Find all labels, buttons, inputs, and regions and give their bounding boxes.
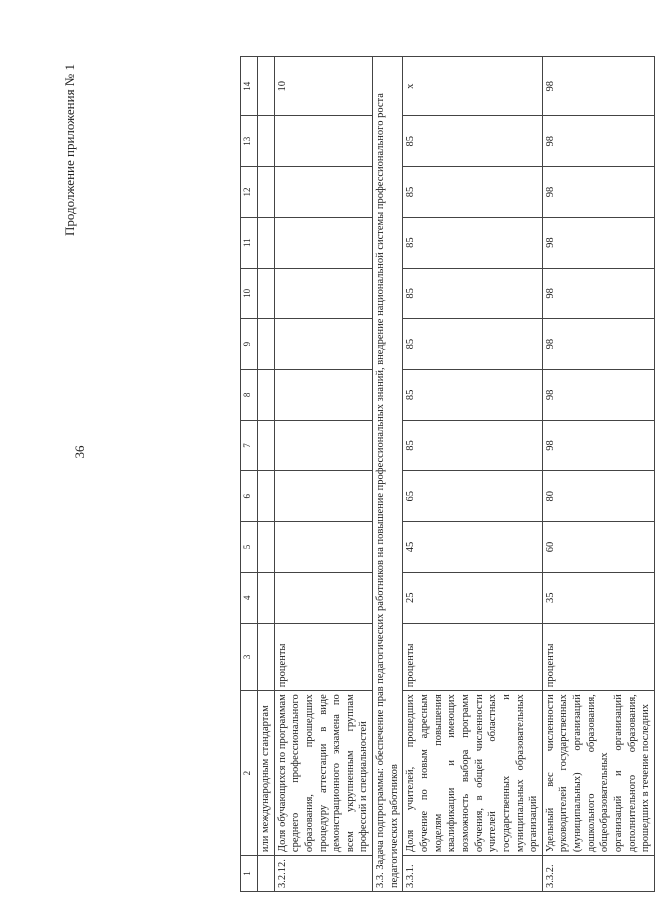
value-cell: х	[403, 57, 542, 116]
value-cell: 98	[542, 167, 654, 218]
value-cell	[258, 369, 275, 420]
value-cell	[258, 268, 275, 319]
indicators-table	[240, 56, 655, 892]
value-cell: 85	[403, 420, 542, 471]
column-number-cell: 3	[241, 623, 258, 691]
column-number-cell: 2	[241, 691, 258, 856]
indicator-description-cell: Удельный вес численности руководителей государственных (муниципальных) организаций дошкольного образования, общеобразовательных организаций и организаций дополнительного образования, прошедших в течение последних	[542, 691, 654, 856]
column-number-cell: 12	[241, 167, 258, 218]
column-number-cell: 5	[241, 522, 258, 573]
value-cell: 98	[542, 268, 654, 319]
column-number-cell: 1	[241, 856, 258, 892]
value-cell: 80	[542, 471, 654, 522]
value-cell	[258, 522, 275, 573]
unit-cell: проценты	[403, 623, 542, 691]
value-cell	[274, 522, 372, 573]
indicator-description-cell: Доля обучающихся по программам среднего профессионального образования, прошедших процедуру аттестации в виде демонстрационного экзамена по всем укрупненным группам профессий и специальностей	[274, 691, 372, 856]
value-cell	[274, 167, 372, 218]
value-cell: 45	[403, 522, 542, 573]
value-cell	[258, 420, 275, 471]
table-row	[403, 57, 542, 892]
value-cell	[274, 116, 372, 167]
value-cell	[274, 369, 372, 420]
unit-cell	[258, 623, 275, 691]
value-cell: 98	[542, 57, 654, 116]
value-cell	[258, 319, 275, 370]
table-row	[274, 57, 372, 892]
value-cell: 98	[542, 420, 654, 471]
value-cell	[274, 420, 372, 471]
header-row	[241, 57, 258, 892]
value-cell	[258, 471, 275, 522]
value-cell: 85	[403, 167, 542, 218]
page-number: 36	[72, 445, 87, 459]
value-cell: 85	[403, 319, 542, 370]
column-number-cell: 9	[241, 319, 258, 370]
appendix-label: Продолжение приложения № 1	[62, 64, 77, 236]
value-cell	[258, 217, 275, 268]
value-cell: 85	[403, 369, 542, 420]
column-number-cell: 14	[241, 57, 258, 116]
value-cell: 25	[403, 572, 542, 623]
value-cell	[274, 217, 372, 268]
value-cell	[258, 167, 275, 218]
column-number-cell: 10	[241, 268, 258, 319]
unit-cell: проценты	[542, 623, 654, 691]
row-id-cell: 3.2.12.	[274, 856, 372, 892]
value-cell	[258, 572, 275, 623]
unit-cell: проценты	[274, 623, 372, 691]
value-cell: 10	[274, 57, 372, 116]
value-cell	[258, 57, 275, 116]
table-row	[258, 57, 275, 892]
value-cell: 65	[403, 471, 542, 522]
task-row	[373, 57, 403, 892]
value-cell: 98	[542, 116, 654, 167]
column-number-cell: 6	[241, 471, 258, 522]
column-number-cell: 4	[241, 572, 258, 623]
row-id-cell: 3.3.1.	[403, 856, 542, 892]
value-cell	[274, 572, 372, 623]
value-cell: 35	[542, 572, 654, 623]
column-number-cell: 11	[241, 217, 258, 268]
indicator-description-cell: или международным стандартам	[258, 691, 275, 856]
value-cell: 85	[403, 116, 542, 167]
column-number-cell: 8	[241, 369, 258, 420]
value-cell: 98	[542, 319, 654, 370]
row-id-cell: 3.3.2.	[542, 856, 654, 892]
task-heading-cell: 3.3. Задача подпрограммы: обеспечение прав педагогических работников на повышение профессиональных знаний, внедрение национальной системы профессионального роста педагогических работников	[373, 57, 403, 892]
indicator-description-cell: Доля учителей, прошедших обучение по новым адресным моделям повышения квалификации и имеющих возможность выбора программ обучения, в общей численности учителей областных государственных и муниципальных образовательных организаций	[403, 691, 542, 856]
column-number-cell: 13	[241, 116, 258, 167]
rotated-table-wrapper	[240, 56, 652, 892]
value-cell: 98	[542, 217, 654, 268]
value-cell: 98	[542, 369, 654, 420]
value-cell	[274, 471, 372, 522]
table-row	[542, 57, 654, 892]
value-cell	[258, 116, 275, 167]
value-cell: 85	[403, 268, 542, 319]
column-number-cell: 7	[241, 420, 258, 471]
value-cell: 85	[403, 217, 542, 268]
value-cell	[274, 319, 372, 370]
row-id-cell	[258, 856, 275, 892]
value-cell	[274, 268, 372, 319]
value-cell: 60	[542, 522, 654, 573]
